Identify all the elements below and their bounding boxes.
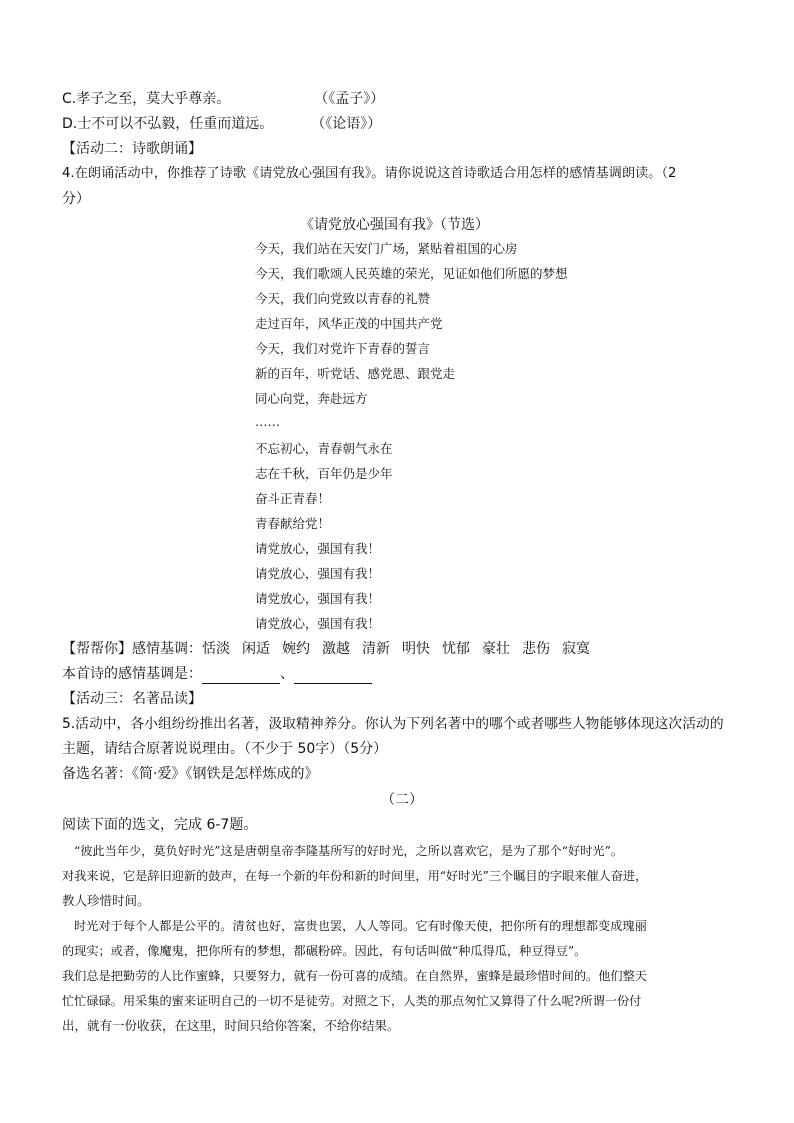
passage-line: 我们总是把勤劳的人比作蜜蜂，只要努力，就有一份可喜的成绩。在自然界，蜜蜂是最珍惜时间的。他们整天 (62, 969, 647, 983)
poem-line: …… (255, 414, 280, 429)
section-number: （二） (381, 792, 423, 808)
tone-tag: 寂寞 (562, 641, 590, 657)
passage-line: 对我来说，它是辞旧迎新的鼓声，在每一个新的年份和新的时间里，用“好时光”三个瞩目的字眼来催人奋进， (62, 869, 648, 883)
help-tones (62, 639, 602, 659)
tone-tag: 清新 (362, 641, 390, 657)
tone-tag: 婉约 (282, 641, 310, 657)
tone-tag: 悲伤 (522, 641, 550, 657)
poem-line: 今天，我们对党许下青春的誓言 (255, 341, 431, 356)
passage-line: 时光对于每个人都是公平的。清贫也好，富贵也罢，人人等同。它有时像天使，把你所有的理想都变成瑰丽 (74, 919, 647, 933)
option-d-source: （《论语》） (311, 116, 382, 132)
poem-line: 同心向党，奔赴远方 (255, 391, 368, 406)
q4-line2: 分） (62, 191, 90, 207)
tone-tag: 激越 (322, 641, 350, 657)
q4-line1: 4.在朗诵活动中，你推荐了诗歌《请党放心强国有我》。请你说说这首诗歌适合用怎样的感情基调朗读。（2 (62, 166, 677, 181)
poem-line: 志在千秋，百年仍是少年 (255, 466, 393, 481)
tone-tag: 恬淡 (202, 641, 230, 657)
option-c (62, 89, 384, 109)
poem-line: 走过百年，风华正茂的中国共产党 (255, 316, 443, 331)
passage-line: 忙忙碌碌。用采集的蜜来证明自己的一切不是徒劳。对照之下，人类的那点匆忙又算得了什么呢?所谓一份付 (62, 994, 642, 1008)
passage-line: 教人珍惜时间。 (62, 893, 150, 908)
passage-line: “彼此当年少，莫负好时光”这是唐朝皇帝李隆基所写的好时光，之所以喜欢它，是为了那个“好时光”。 (74, 844, 623, 858)
poem-line: 不忘初心，青春朝气永在 (255, 441, 393, 456)
poem-line: 请党放心，强国有我！ (255, 616, 381, 631)
poem-title: 《请党放心强国有我》（节选） (300, 217, 489, 233)
answer-separator: 、 (280, 666, 294, 682)
poem-line: 今天，我们向党致以青春的礼赞 (255, 291, 431, 306)
q5-line2: 主题，请结合原著说说理由。（不少于 50字）（5分） (62, 741, 388, 757)
poem-line: 青春献给党！ (255, 516, 331, 531)
activity3-heading: 【活动三：名著品读】 (62, 691, 202, 707)
poem-line: 新的百年，听党话、感党恩、跟党走 (255, 366, 456, 381)
poem-line: 奋斗正青春！ (255, 491, 331, 506)
option-d-text: D.士不可以不弘毅，任重而道远。 (62, 116, 274, 132)
answer-line (62, 664, 372, 684)
q5-line1: 5.活动中，各小组纷纷推出名著，汲取精神养分。你认为下列名著中的哪个或者哪些人物能够体现这次活动的 (62, 716, 724, 732)
option-c-source: （《孟子》） (314, 91, 385, 107)
reading-instruction: 阅读下面的选文，完成 6-7题。 (62, 817, 258, 833)
book-options: 备选名著：《简·爱》《钢铁是怎样炼成的》 (62, 766, 319, 782)
poem-line: 请党放心，强国有我！ (255, 541, 381, 556)
answer-blank-1[interactable] (202, 669, 280, 684)
poem-line: 今天，我们站在天安门广场，紧贴着祖国的心房 (255, 241, 518, 256)
answer-prompt: 本首诗的感情基调是： (62, 666, 202, 682)
tone-tag: 明快 (402, 641, 430, 657)
option-d (62, 114, 381, 134)
poem-line: 今天，我们歌颂人民英雄的荣光，见证如他们所愿的梦想 (255, 266, 568, 281)
answer-blank-2[interactable] (294, 669, 372, 684)
tone-tag: 忧郁 (442, 641, 470, 657)
tone-tag: 豪壮 (482, 641, 510, 657)
passage-line: 的现实；或者，像魔鬼，把你所有的梦想，都碾粉碎。因此，有句话叫做“种瓜得瓜，种豆得豆”。 (62, 944, 587, 958)
option-c-text: C.孝子之至，莫大乎尊亲。 (62, 91, 231, 107)
tone-tag: 闲适 (242, 641, 270, 657)
activity2-heading: 【活动二：诗歌朗诵】 (62, 141, 202, 157)
help-label: 【帮帮你】感情基调： (62, 641, 202, 657)
poem-line: 请党放心，强国有我！ (255, 566, 381, 581)
poem-line: 请党放心，强国有我！ (255, 591, 381, 606)
passage-line: 出，就有一份收获，在这里，时间只给你答案，不给你结果。 (62, 1018, 400, 1033)
